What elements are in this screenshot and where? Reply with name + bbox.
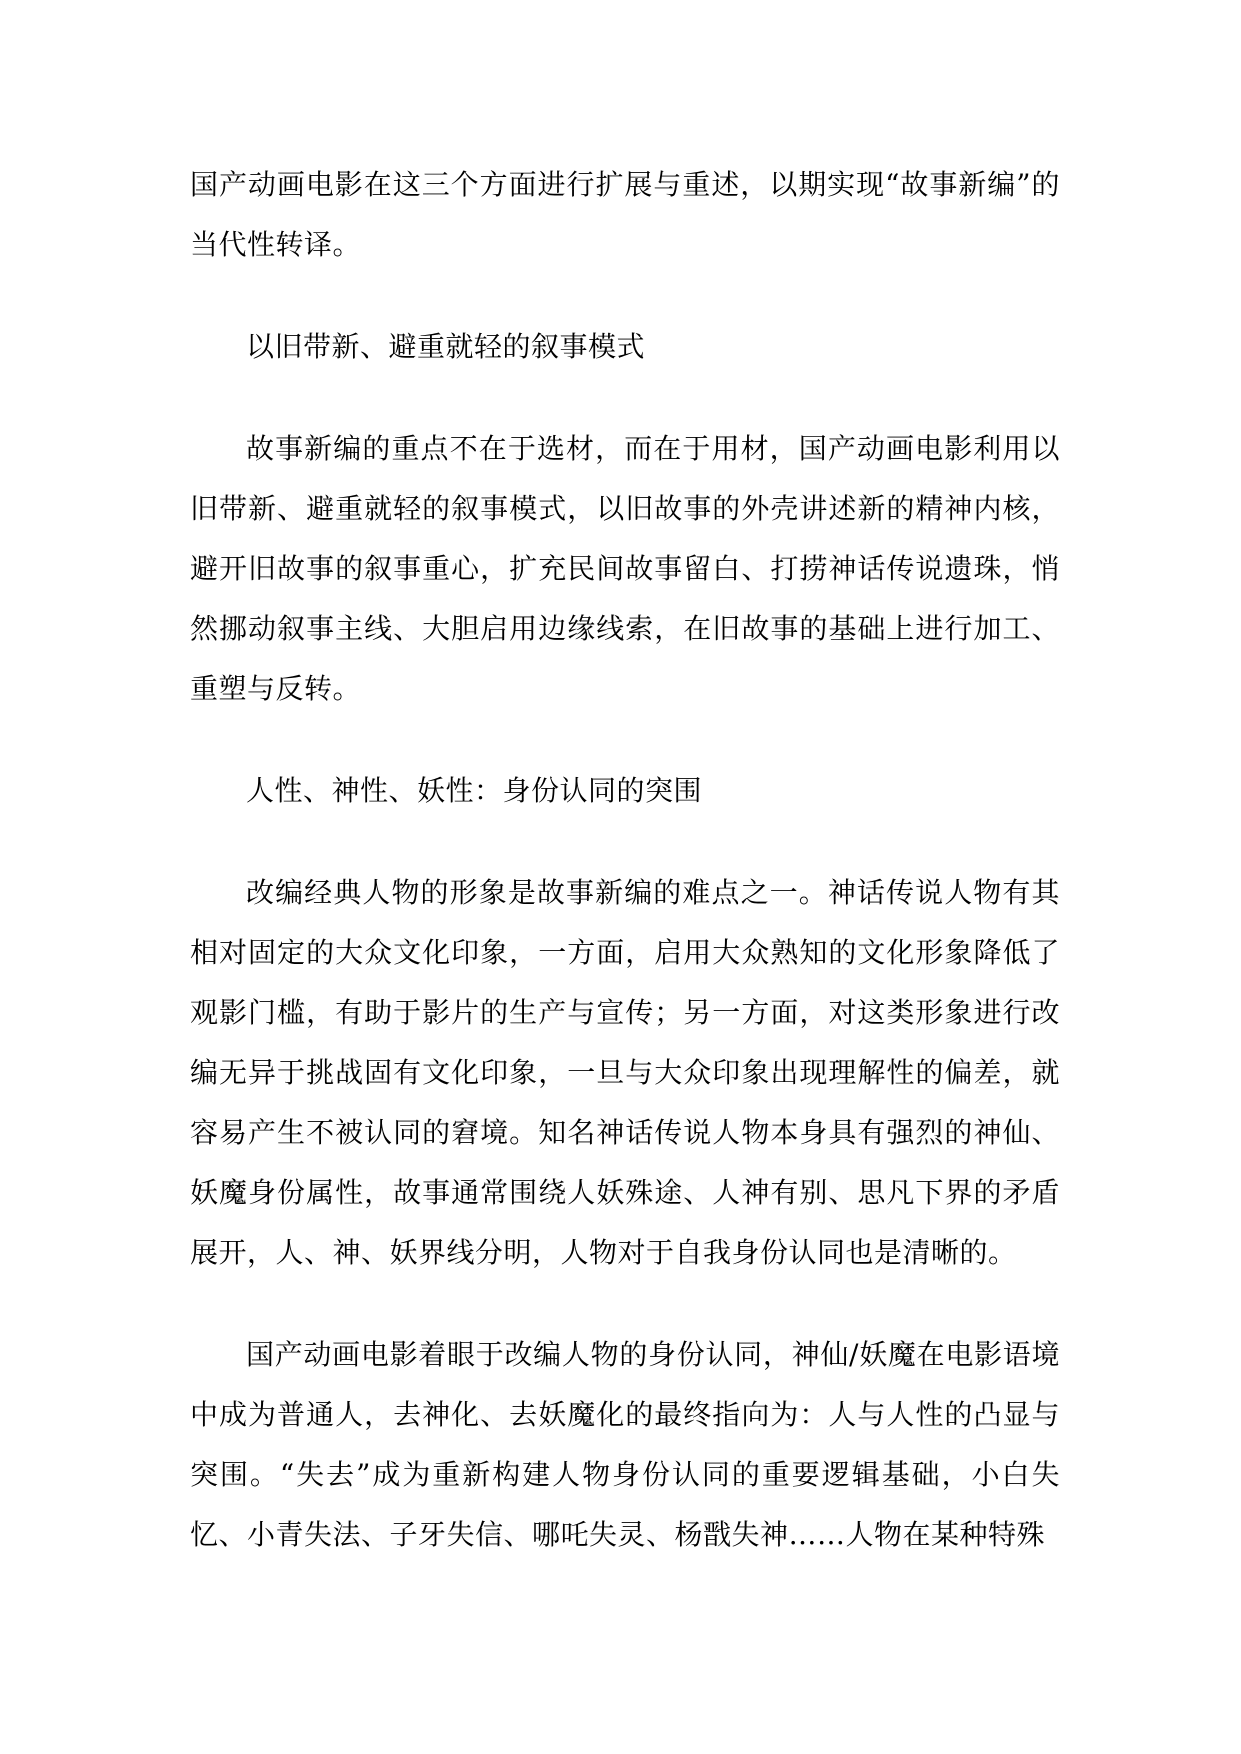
document-body [190, 155, 1060, 1607]
section-heading-identity: 人性、神性、妖性：身份认同的突围 [246, 774, 703, 807]
paragraph-narrative-mode: 故事新编的重点不在于选材，而在于用材，国产动画电影利用以旧带新、避重就轻的叙事模式，以旧故事的外壳讲述新的精神内核，避开旧故事的叙事重心，扩充民间故事留白、打捞神话传说遗珠，悄然挪动叙事主线、大胆启用边缘线索，在旧故事的基础上进行加工、重塑与反转。 [190, 432, 1060, 705]
paragraph-identity-recognition: 国产动画电影着眼于改编人物的身份认同，神仙/妖魔在电影语境中成为普通人，去神化、去妖魔化的最终指向为：人与人性的凸显与突围。“失去”成为重新构建人物身份认同的重要逻辑基础，小白失忆、小青失法、子牙失信、哪吒失灵、杨戬失神……人物在某种特殊 [190, 1338, 1060, 1551]
paragraph-character-adaptation: 改编经典人物的形象是故事新编的难点之一。神话传说人物有其相对固定的大众文化印象，一方面，启用大众熟知的文化形象降低了观影门槛，有助于影片的生产与宣传；另一方面，对这类形象进行改编无异于挑战固有文化印象，一旦与大众印象出现理解性的偏差，就容易产生不被认同的窘境。知名神话传说人物本身具有强烈的神仙、妖魔身份属性，故事通常围绕人妖殊途、人神有别、思凡下界的矛盾展开，人、神、妖界线分明，人物对于自我身份认同也是清晰的。 [190, 876, 1060, 1269]
section-heading-narrative-mode: 以旧带新、避重就轻的叙事模式 [246, 330, 646, 363]
paragraph-continuation: 国产动画电影在这三个方面进行扩展与重述，以期实现“故事新编”的当代性转译。 [190, 168, 1060, 261]
